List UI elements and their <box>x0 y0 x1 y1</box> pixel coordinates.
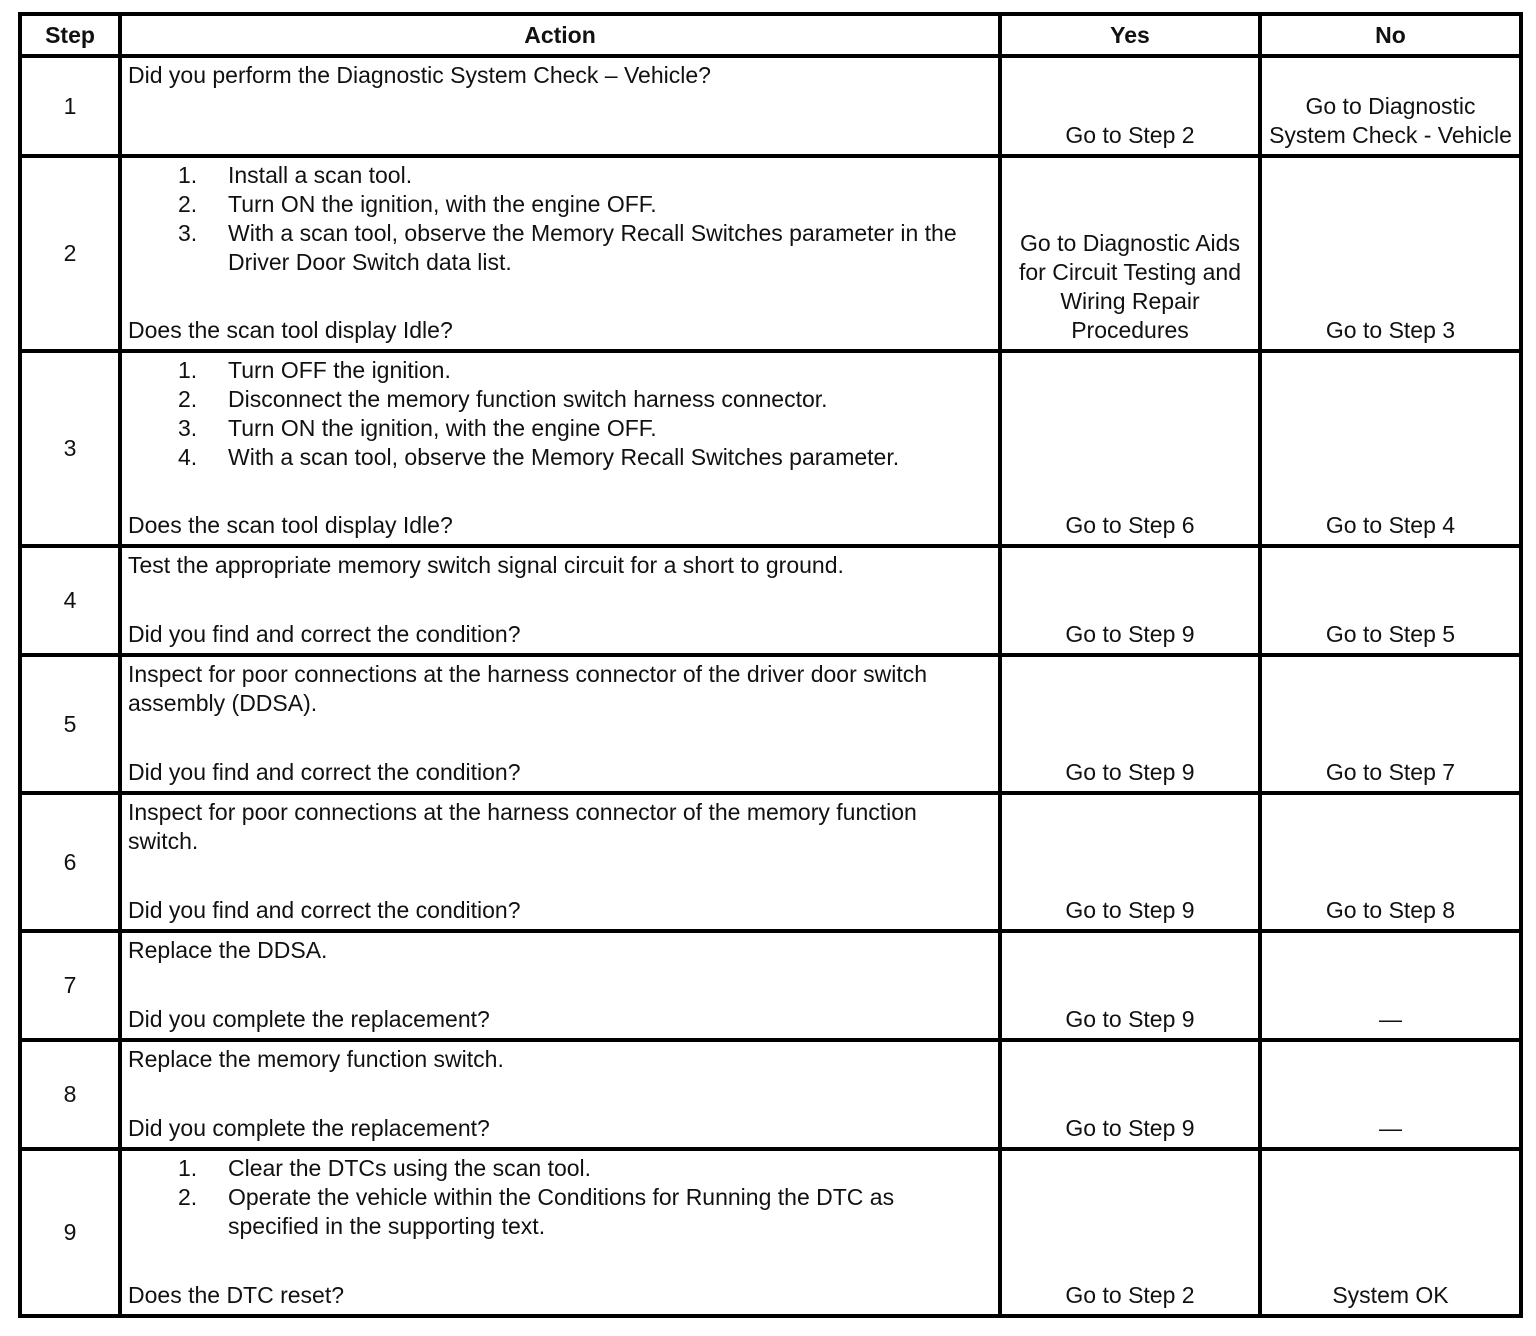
table-row <box>20 655 1521 793</box>
action-text: Replace the memory function switch. <box>128 1046 504 1072</box>
no-cell: Go to Step 8 <box>1260 793 1521 931</box>
action-cell <box>120 655 1000 793</box>
action-steps-list <box>128 161 990 277</box>
action-question: Does the scan tool display Idle? <box>128 512 453 538</box>
yes-cell: Go to Step 9 <box>1000 655 1260 793</box>
action-cell <box>120 351 1000 546</box>
table-row <box>20 156 1521 351</box>
list-item: 1. Clear the DTCs using the scan tool. <box>178 1155 592 1181</box>
step-number: 9 <box>20 1149 120 1316</box>
no-cell: — <box>1260 931 1521 1040</box>
header-row <box>20 14 1521 56</box>
action-question: Did you complete the replacement? <box>128 1006 490 1032</box>
step-number: 4 <box>20 546 120 655</box>
action-text: Inspect for poor connections at the harness connector of the driver door switch assembly (DDSA). <box>128 661 928 716</box>
action-cell <box>120 931 1000 1040</box>
action-question: Did you complete the replacement? <box>128 1115 490 1141</box>
action-steps-list <box>128 1154 990 1241</box>
yes-cell: Go to Step 9 <box>1000 1040 1260 1149</box>
diagnostic-table <box>18 12 1523 1318</box>
yes-cell: Go to Diagnostic Aids for Circuit Testing and Wiring Repair Procedures <box>1000 156 1260 351</box>
no-cell: Go to Diagnostic System Check - Vehicle <box>1260 56 1521 156</box>
action-text: Inspect for poor connections at the harness connector of the memory function switch. <box>128 799 917 854</box>
action-question: Did you find and correct the condition? <box>128 897 521 923</box>
header-action: Action <box>120 14 1000 56</box>
action-question: Does the DTC reset? <box>128 1282 345 1308</box>
header-step: Step <box>20 14 120 56</box>
action-cell <box>120 793 1000 931</box>
header-yes: Yes <box>1000 14 1260 56</box>
table-row <box>20 546 1521 655</box>
action-cell <box>120 1040 1000 1149</box>
step-number: 5 <box>20 655 120 793</box>
no-cell: — <box>1260 1040 1521 1149</box>
action-text: Did you perform the Diagnostic System Check – Vehicle? <box>128 62 711 88</box>
yes-cell: Go to Step 6 <box>1000 351 1260 546</box>
list-item: 1. Install a scan tool. <box>178 162 413 188</box>
list-item: 3. Turn ON the ignition, with the engine OFF. <box>178 415 657 441</box>
step-number: 8 <box>20 1040 120 1149</box>
action-text: Replace the DDSA. <box>128 937 328 963</box>
step-number: 2 <box>20 156 120 351</box>
table-row <box>20 1149 1521 1316</box>
yes-cell: Go to Step 9 <box>1000 931 1260 1040</box>
table-row <box>20 931 1521 1040</box>
yes-cell: Go to Step 2 <box>1000 56 1260 156</box>
action-cell <box>120 1149 1000 1316</box>
step-number: 3 <box>20 351 120 546</box>
table-row <box>20 1040 1521 1149</box>
no-cell: Go to Step 4 <box>1260 351 1521 546</box>
yes-cell: Go to Step 9 <box>1000 546 1260 655</box>
action-question: Did you find and correct the condition? <box>128 621 521 647</box>
list-item: 2. Disconnect the memory function switch harness connector. <box>178 386 828 412</box>
list-item: 4. With a scan tool, observe the Memory Recall Switches parameter. <box>178 444 900 470</box>
action-steps-list <box>128 356 990 472</box>
header-no: No <box>1260 14 1521 56</box>
no-cell: Go to Step 5 <box>1260 546 1521 655</box>
list-item: 1. Turn OFF the ignition. <box>178 357 451 383</box>
action-cell <box>120 56 1000 156</box>
no-cell: System OK <box>1260 1149 1521 1316</box>
step-number: 7 <box>20 931 120 1040</box>
yes-cell: Go to Step 9 <box>1000 793 1260 931</box>
list-item: 3. With a scan tool, observe the Memory Recall Switches parameter in the Driver Door Switch data list. <box>178 220 957 275</box>
action-question: Does the scan tool display Idle? <box>128 317 453 343</box>
no-cell: Go to Step 7 <box>1260 655 1521 793</box>
action-cell <box>120 156 1000 351</box>
table-row <box>20 56 1521 156</box>
step-number: 1 <box>20 56 120 156</box>
step-number: 6 <box>20 793 120 931</box>
action-text: Test the appropriate memory switch signal circuit for a short to ground. <box>128 552 844 578</box>
table-row <box>20 351 1521 546</box>
table-row <box>20 793 1521 931</box>
action-cell <box>120 546 1000 655</box>
list-item: 2. Operate the vehicle within the Conditions for Running the DTC as specified in the supporting text. <box>178 1184 895 1239</box>
yes-cell: Go to Step 2 <box>1000 1149 1260 1316</box>
no-cell: Go to Step 3 <box>1260 156 1521 351</box>
action-question: Did you find and correct the condition? <box>128 759 521 785</box>
list-item: 2. Turn ON the ignition, with the engine OFF. <box>178 191 657 217</box>
